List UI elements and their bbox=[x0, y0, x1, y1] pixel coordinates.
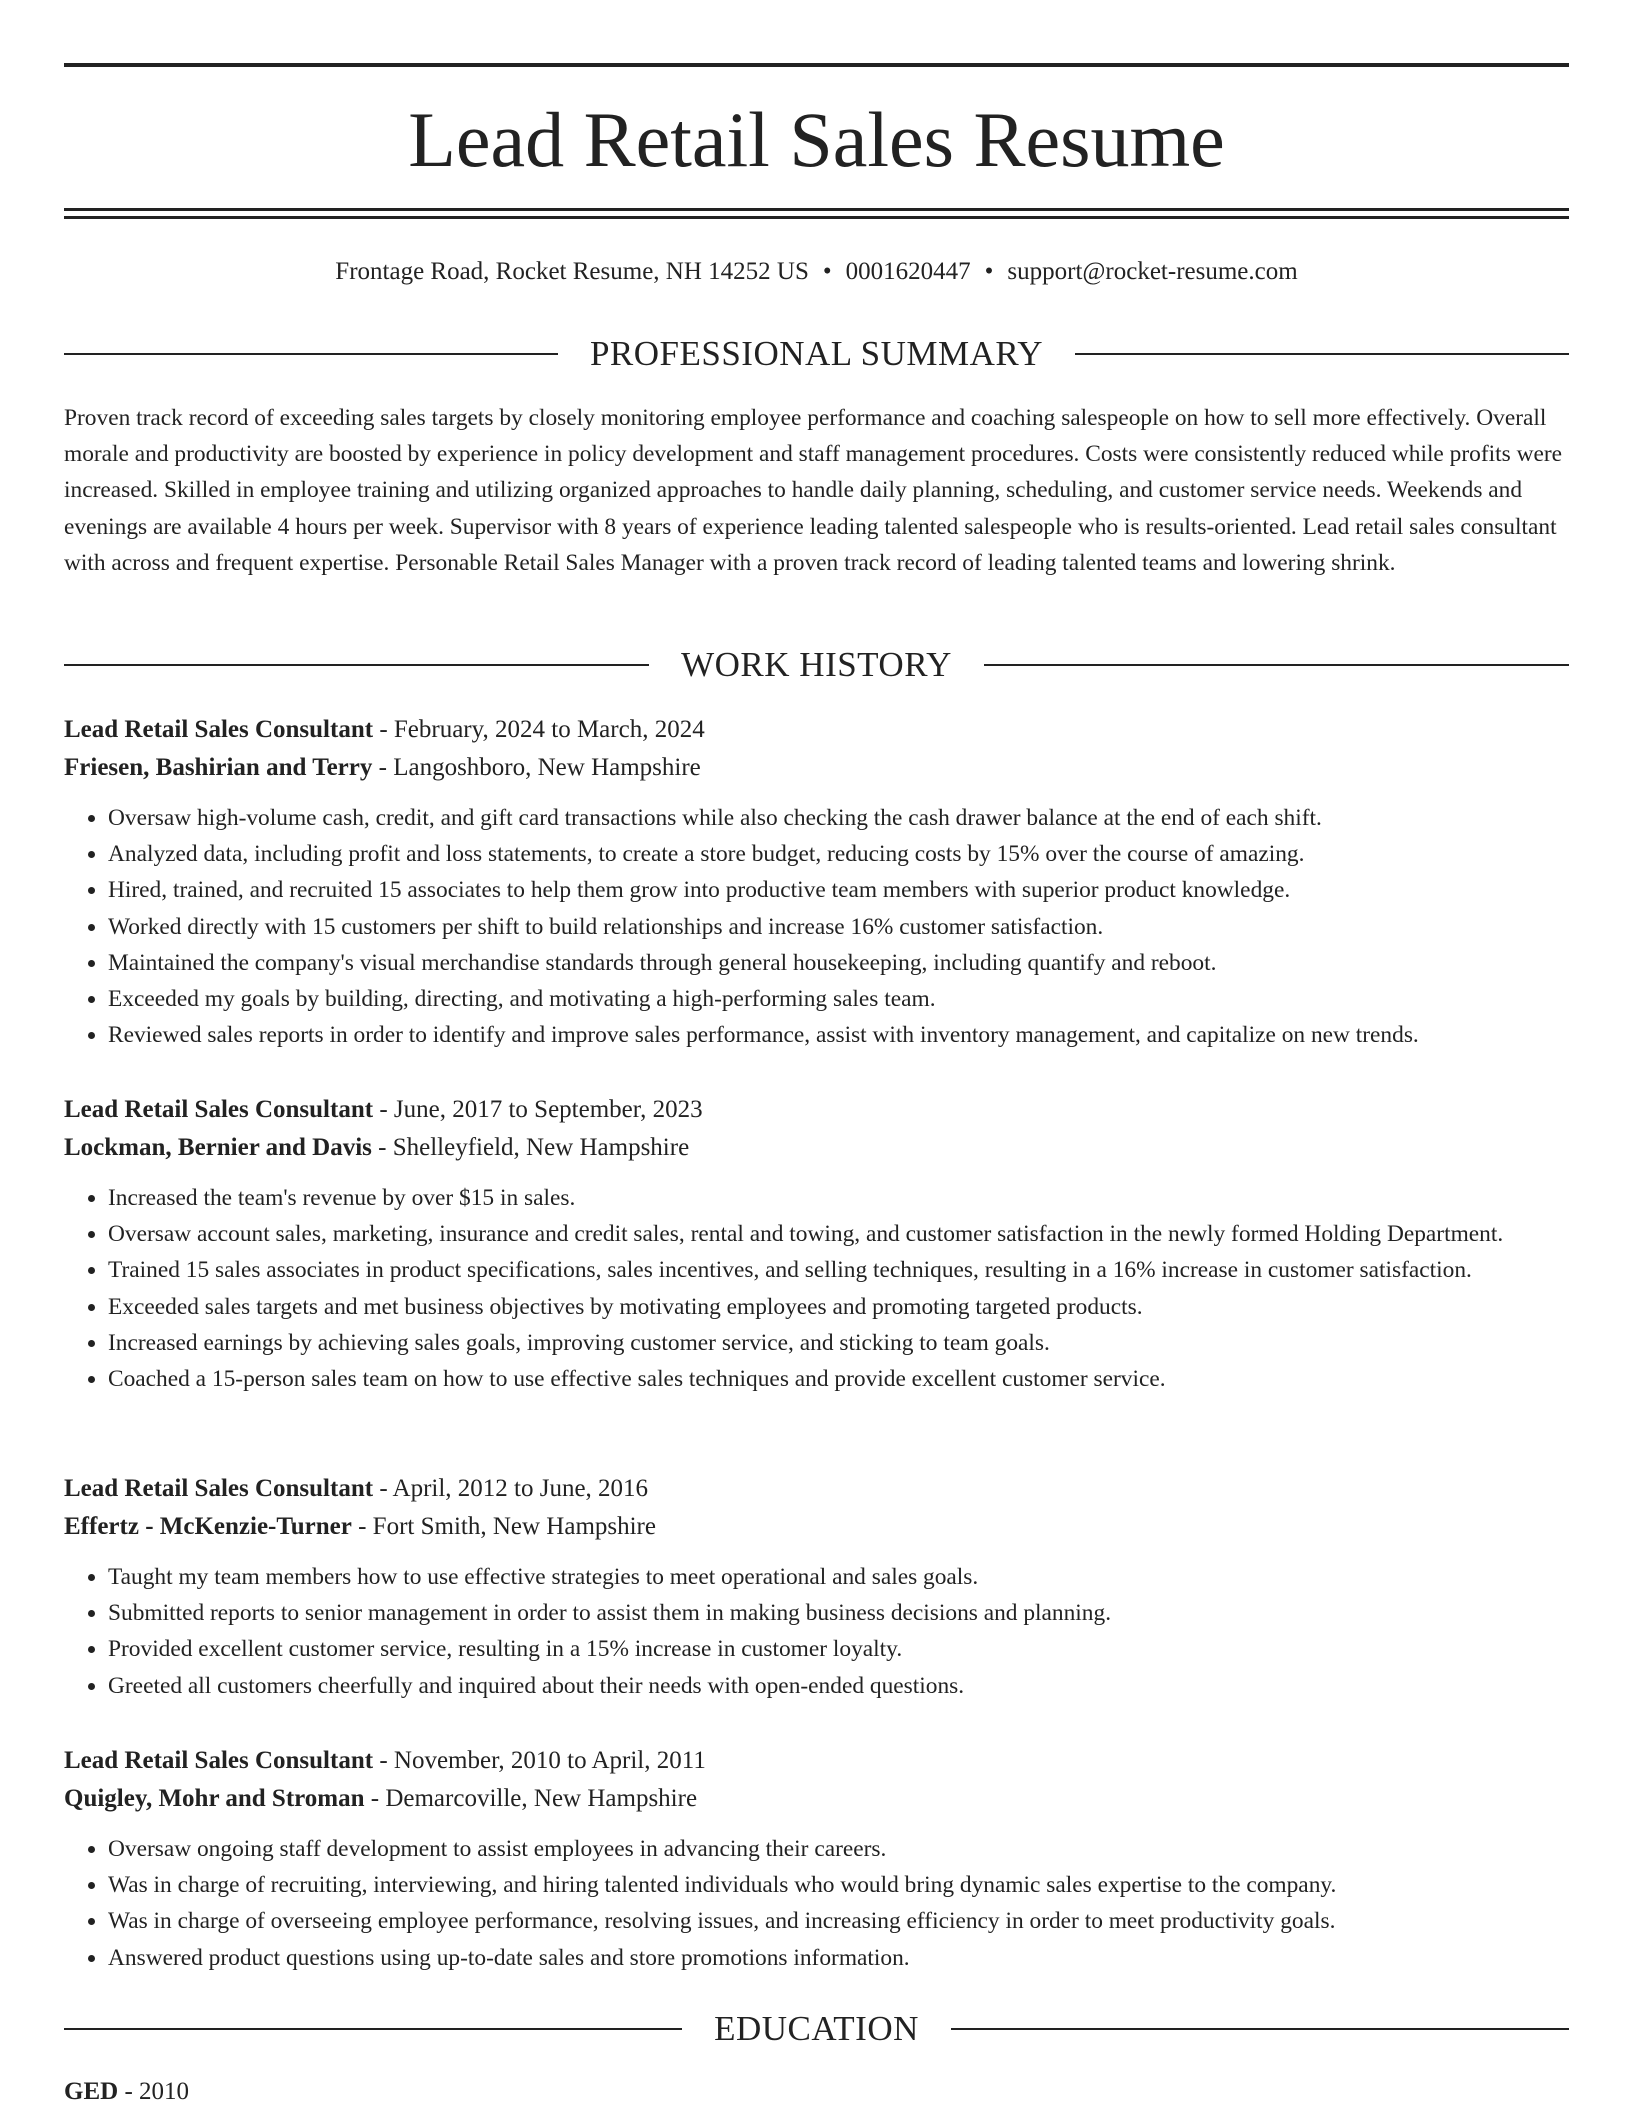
job-location: - Langoshboro, New Hampshire bbox=[372, 754, 701, 781]
section-heading-education bbox=[64, 2007, 1569, 2051]
heading-rule bbox=[64, 2028, 682, 2030]
section-title: WORK HISTORY bbox=[681, 645, 952, 684]
heading-rule bbox=[951, 2028, 1569, 2030]
job-bullet: • Taught my team members how to use effective strategies to meet operational and sales goals. bbox=[108, 1559, 1569, 1595]
job-bullet: • Worked directly with 15 customers per shift to build relationships and increase 16% customer satisfaction. bbox=[108, 909, 1569, 945]
job-bullet: • Greeted all customers cheerfully and inquired about their needs with open-ended questions. bbox=[108, 1668, 1569, 1704]
job-bullet: • Answered product questions using up-to-date sales and store promotions information. bbox=[108, 1940, 1569, 1976]
contact-line bbox=[64, 254, 1569, 290]
contact-email: support@rocket-resume.com bbox=[1007, 258, 1298, 285]
education-degree: GED bbox=[64, 2078, 119, 2105]
job-bullet: • Was in charge of overseeing employee performance, resolving issues, and increasing efficiency in order to meet productivity goals. bbox=[108, 1903, 1569, 1939]
job-bullet: • Increased the team's revenue by over $15 in sales. bbox=[108, 1180, 1569, 1216]
heading-rule bbox=[1075, 353, 1569, 355]
job-bullets bbox=[64, 1831, 1569, 1976]
job-company: Friesen, Bashirian and Terry bbox=[64, 754, 373, 781]
heading-rule bbox=[64, 353, 558, 355]
job-bullet: • Oversaw ongoing staff development to assist employees in advancing their careers. bbox=[108, 1831, 1569, 1867]
title-rule-upper bbox=[64, 208, 1569, 211]
job-location: - Fort Smith, New Hampshire bbox=[351, 1513, 656, 1540]
job-bullet: • Oversaw high-volume cash, credit, and gift card transactions while also checking the cash drawer balance at the end of each shift. bbox=[108, 800, 1569, 836]
job-bullet: • Analyzed data, including profit and loss statements, to create a store budget, reducing costs by 15% over the course of amazing. bbox=[108, 836, 1569, 872]
job-company: Lockman, Bernier and Davis bbox=[64, 1134, 372, 1161]
section-title: EDUCATION bbox=[714, 2009, 919, 2048]
job-entry bbox=[64, 1742, 1569, 1976]
job-role: Lead Retail Sales Consultant bbox=[64, 1475, 374, 1502]
job-bullet: • Reviewed sales reports in order to identify and improve sales performance, assist with inventory management, and capitalize on new trends. bbox=[108, 1017, 1569, 1053]
job-dates: - June, 2017 to September, 2023 bbox=[373, 1096, 703, 1123]
job-entry bbox=[64, 1091, 1569, 1397]
job-role: Lead Retail Sales Consultant bbox=[64, 716, 374, 743]
job-bullet: • Exceeded my goals by building, directing, and motivating a high-performing sales team. bbox=[108, 981, 1569, 1017]
job-bullet: • Maintained the company's visual merchandise standards through general housekeeping, including quantify and reboot. bbox=[108, 945, 1569, 981]
job-entry bbox=[64, 711, 1569, 1053]
summary-text: Proven track record of exceeding sales targets by closely monitoring employee performance and coaching salespeople on how to sell more effectively. Overall morale and productivity are boosted by experience in policy development and staff management procedures. Costs were consistently reduced while profits were increased. Skilled in employee training and utilizing organized approaches to handle daily planning, scheduling, and customer service needs. Weekends and evenings are available 4 hours per week. Supervisor with 8 years of experience leading talented salespeople who is results-oriented. Lead retail sales consultant with across and frequent expertise. Personable Retail Sales Manager with a proven track record of leading talented teams and lowering shrink. bbox=[64, 405, 1563, 576]
job-entry bbox=[64, 1470, 1569, 1704]
title-rule-lower bbox=[64, 216, 1569, 219]
education-entry bbox=[64, 2074, 189, 2110]
job-bullets bbox=[64, 800, 1569, 1053]
job-bullet: • Oversaw account sales, marketing, insurance and credit sales, rental and towing, and customer satisfaction in the newly formed Holding Department. bbox=[108, 1216, 1569, 1252]
job-dates: - April, 2012 to June, 2016 bbox=[373, 1475, 649, 1502]
heading-rule bbox=[984, 664, 1569, 666]
job-bullet: • Submitted reports to senior management in order to assist them in making business decisions and planning. bbox=[108, 1595, 1569, 1631]
heading-rule bbox=[64, 664, 649, 666]
top-rule bbox=[64, 63, 1569, 67]
contact-address: Frontage Road, Rocket Resume, NH 14252 US bbox=[335, 258, 809, 285]
contact-separator: • bbox=[822, 258, 832, 285]
contact-phone: 0001620447 bbox=[845, 258, 971, 285]
page-title: Lead Retail Sales Resume bbox=[408, 96, 1225, 183]
job-bullets bbox=[64, 1180, 1569, 1397]
job-dates: - November, 2010 to April, 2011 bbox=[373, 1747, 706, 1774]
job-bullet: • Was in charge of recruiting, interviewing, and hiring talented individuals who would bring dynamic sales expertise to the company. bbox=[108, 1867, 1569, 1903]
job-bullet: • Trained 15 sales associates in product specifications, sales incentives, and selling techniques, resulting in a 16% increase in customer satisfaction. bbox=[108, 1252, 1569, 1288]
education-year: - 2010 bbox=[118, 2078, 190, 2105]
section-title: PROFESSIONAL SUMMARY bbox=[589, 334, 1044, 373]
job-bullet: • Increased earnings by achieving sales goals, improving customer service, and sticking to team goals. bbox=[108, 1325, 1569, 1361]
job-bullets bbox=[64, 1559, 1569, 1704]
job-bullet: • Exceeded sales targets and met business objectives by motivating employees and promoting targeted products. bbox=[108, 1289, 1569, 1325]
job-company: Effertz - McKenzie-Turner bbox=[64, 1513, 352, 1540]
job-bullet: • Coached a 15-person sales team on how to use effective sales techniques and provide excellent customer service. bbox=[108, 1361, 1569, 1397]
job-bullet: • Hired, trained, and recruited 15 associates to help them grow into productive team members with superior product knowledge. bbox=[108, 872, 1569, 908]
job-role: Lead Retail Sales Consultant bbox=[64, 1747, 374, 1774]
job-bullet: • Provided excellent customer service, resulting in a 15% increase in customer loyalty. bbox=[108, 1631, 1569, 1667]
job-role: Lead Retail Sales Consultant bbox=[64, 1096, 374, 1123]
section-heading-work bbox=[64, 643, 1569, 687]
section-heading-summary bbox=[64, 332, 1569, 376]
contact-separator: • bbox=[984, 258, 994, 285]
job-dates: - February, 2024 to March, 2024 bbox=[373, 716, 705, 743]
job-location: - Shelleyfield, New Hampshire bbox=[371, 1134, 690, 1161]
job-company: Quigley, Mohr and Stroman bbox=[64, 1785, 365, 1812]
job-location: - Demarcoville, New Hampshire bbox=[364, 1785, 698, 1812]
